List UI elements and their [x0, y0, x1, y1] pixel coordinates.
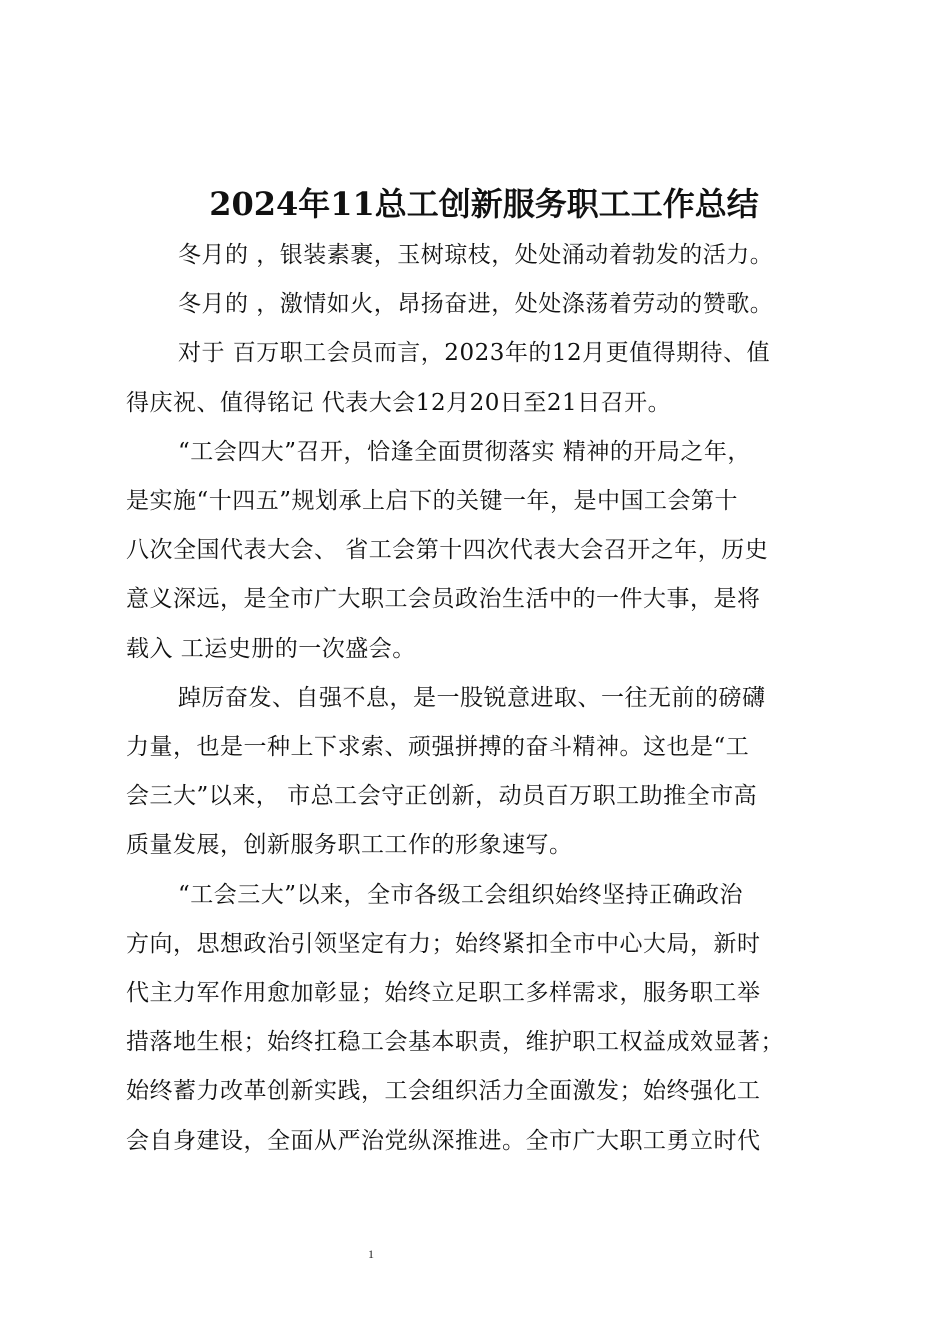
paragraph-1	[126, 231, 842, 280]
text-line: 冬月的 ，银装素裹，玉树琼枝，处处涌动着勃发的活力。	[178, 242, 774, 268]
text-line: 质量发展，创新服务职工工作的形象速写。	[126, 832, 573, 859]
text-line: 八次全国代表大会、 省工会第十四次代表大会召开之年，历史	[126, 537, 769, 564]
text-line: 会自身建设，全面从严治党纵深推进。全市广大职工勇立时代	[126, 1127, 761, 1154]
text-line: 措落地生根；始终扛稳工会基本职责，维护职工权益成效显著；	[126, 1029, 784, 1056]
text-line: 代主力军作用愈加彰显；始终立足职工多样需求，服务职工举	[126, 980, 761, 1007]
paragraph-5	[126, 674, 842, 871]
page-number: 1	[368, 1247, 374, 1261]
text-line: 力量，也是一种上下求索、顽强拼搏的奋斗精神。这也是“工	[126, 734, 750, 761]
text-line: 得庆祝、值得铭记 代表大会12月20日至21日召开。	[126, 389, 672, 416]
text-line: 踔厉奋发、自强不息，是一股锐意进取、一往无前的磅礴	[178, 684, 766, 711]
text-line: 方向，思想政治引领坚定有力；始终紧扣全市中心大局，新时	[126, 930, 761, 957]
document-title: 2024年11总工创新服务职工工作总结	[209, 185, 759, 223]
paragraph-3	[126, 329, 842, 427]
text-line: 是实施“十四五”规划承上启下的关键一年，是中国工会第十	[126, 488, 739, 515]
text-line: 会三大”以来， 市总工会守正创新，动员百万职工助推全市高	[126, 783, 758, 810]
paragraph-2	[126, 280, 842, 329]
paragraph-6	[126, 871, 842, 1166]
text-line: 对于 百万职工会员而言，2023年的12月更值得期待、值	[178, 340, 771, 367]
document-body	[126, 231, 842, 1166]
paragraph-4	[126, 428, 842, 674]
text-line: 载入 工运史册的一次盛会。	[126, 635, 416, 662]
text-line: 始终蓄力改革创新实践，工会组织活力全面激发；始终强化工	[126, 1078, 761, 1105]
text-line: “工会三大”以来，全市各级工会组织始终坚持正确政治	[178, 881, 744, 908]
text-line: “工会四大”召开，恰逢全面贯彻落实 精神的开局之年，	[178, 438, 751, 465]
text-line: 意义深远，是全市广大职工会员政治生活中的一件大事，是将	[126, 586, 761, 613]
text-line: 冬月的 ，激情如火，昂扬奋进，处处涤荡着劳动的赞歌。	[178, 291, 774, 318]
